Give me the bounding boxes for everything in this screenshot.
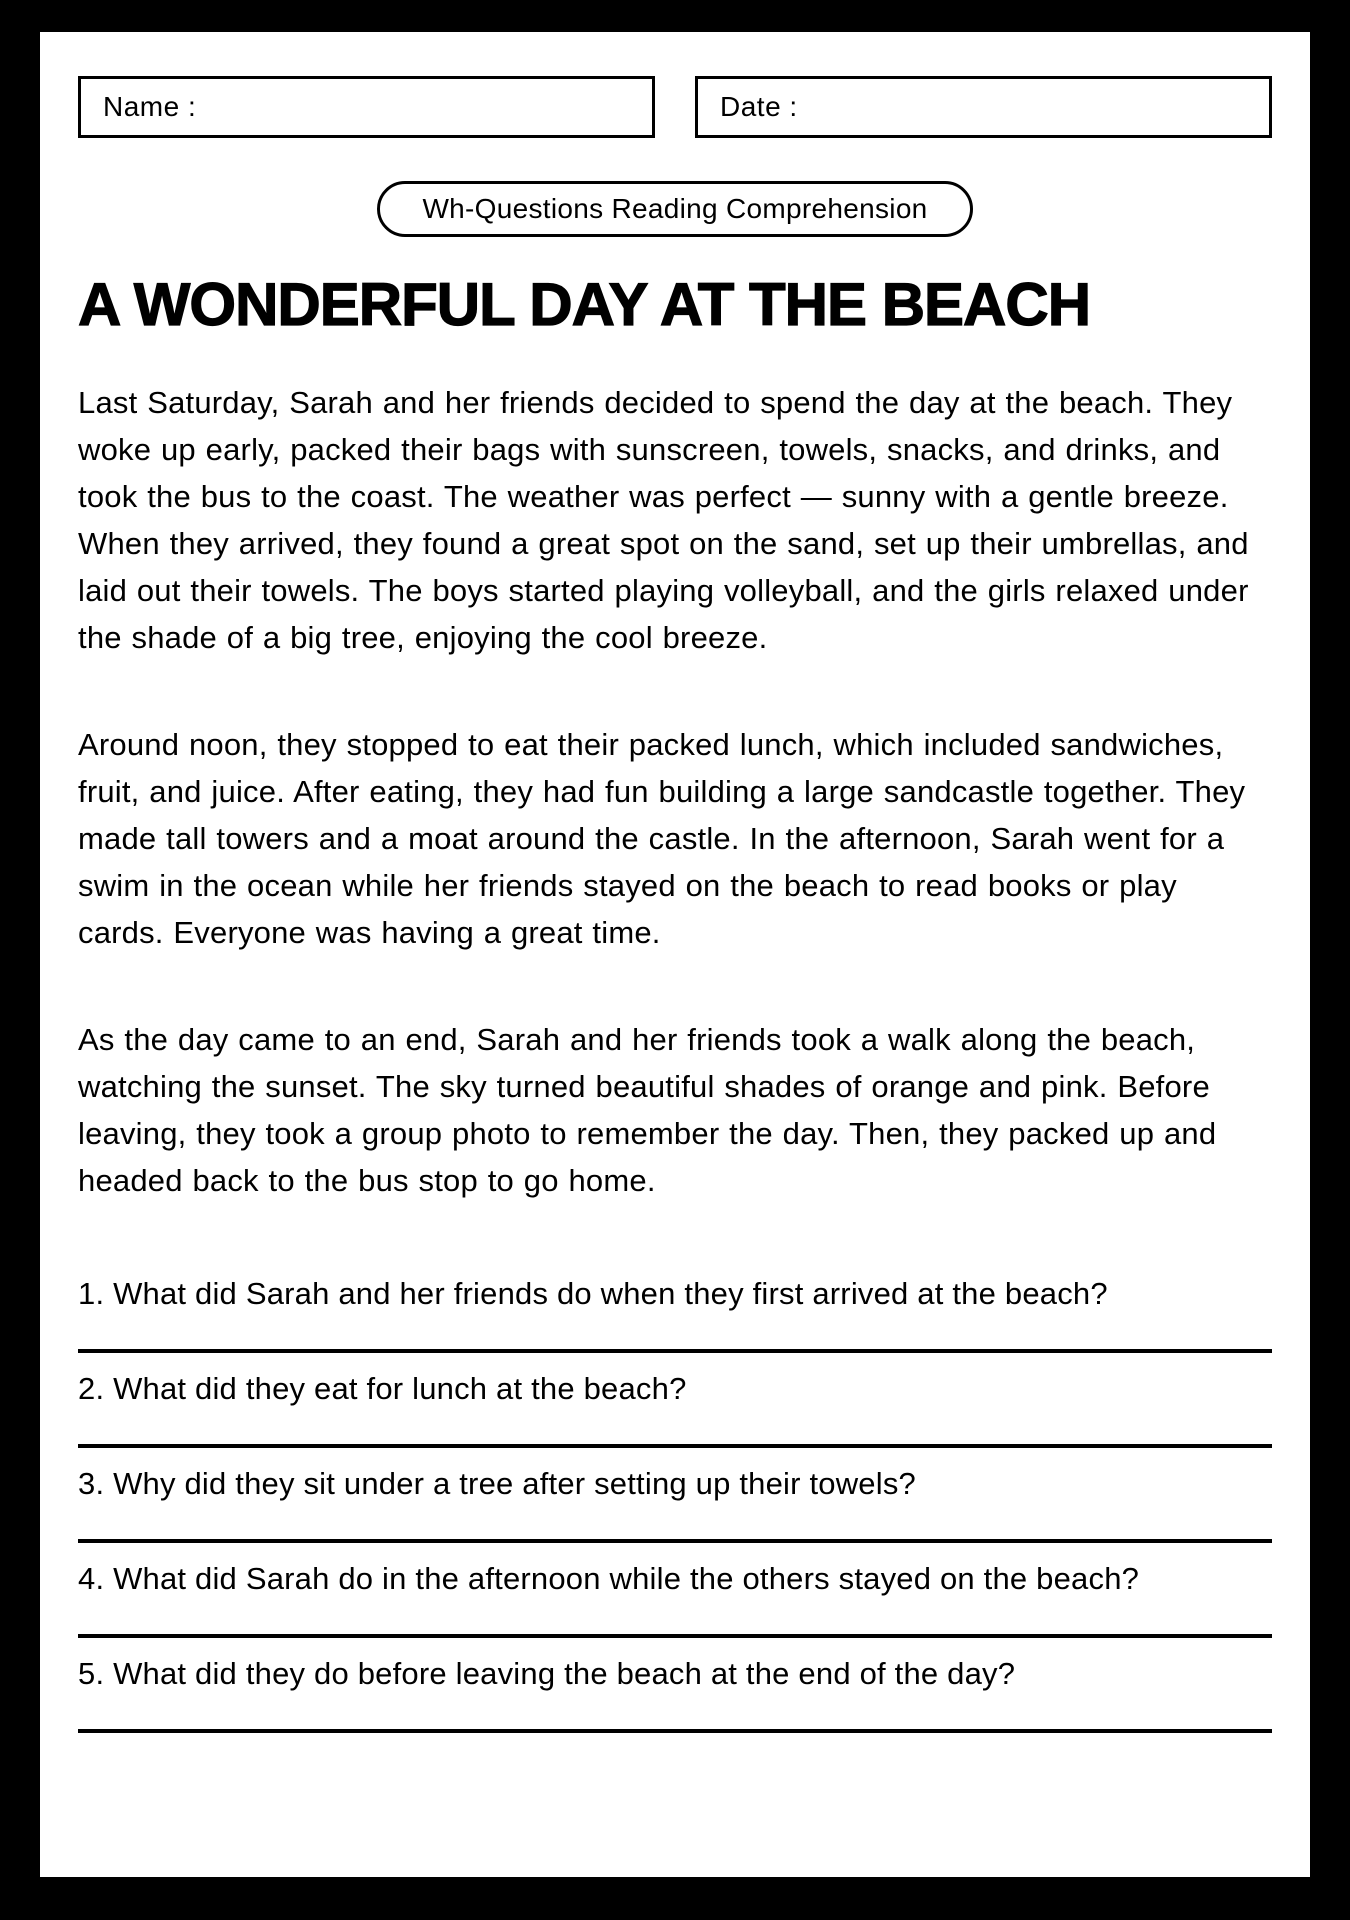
question-block-4 xyxy=(78,1557,1272,1638)
question-text-5: 5. What did they do before leaving the beach at the end of the day? xyxy=(78,1656,1016,1691)
story-paragraph-2: Around noon, they stopped to eat their packed lunch, which included sandwiches, fruit, and juice. After eating, they had fun building a large sandcastle together. They made tall towers and a moat around the castle. In the afternoon, Sarah went for a swim in the ocean while her friends stayed on the beach to read books or play cards. Everyone was having a great time. xyxy=(78,727,1246,950)
question-text-4: 4. What did Sarah do in the afternoon while the others stayed on the beach? xyxy=(78,1561,1140,1596)
answer-line-5[interactable] xyxy=(78,1729,1272,1733)
question-block-2 xyxy=(78,1367,1272,1448)
answer-line-3[interactable] xyxy=(78,1539,1272,1543)
badge-wrap xyxy=(78,181,1272,237)
question-block-5 xyxy=(78,1652,1272,1733)
story-paragraph-3: As the day came to an end, Sarah and her friends took a walk along the beach, watching the sunset. The sky turned beautiful shades of orange and pink. Before leaving, they took a group photo to remember the day. Then, they packed up and headed back to the bus stop to go home. xyxy=(78,1022,1217,1198)
answer-line-2[interactable] xyxy=(78,1444,1272,1448)
question-text-3: 3. Why did they sit under a tree after setting up their towels? xyxy=(78,1466,916,1501)
worksheet-title: A WONDERFUL DAY AT THE BEACH xyxy=(78,271,1091,338)
question-block-1 xyxy=(78,1272,1272,1353)
worksheet-page xyxy=(40,32,1310,1877)
question-text-1: 1. What did Sarah and her friends do when they first arrived at the beach? xyxy=(78,1276,1108,1311)
question-text-2: 2. What did they eat for lunch at the beach? xyxy=(78,1371,687,1406)
worksheet-type-badge: Wh-Questions Reading Comprehension xyxy=(377,181,972,237)
questions-section xyxy=(78,1272,1272,1733)
story-paragraph-1: Last Saturday, Sarah and her friends decided to spend the day at the beach. They woke up early, packed their bags with sunscreen, towels, snacks, and drinks, and took the bus to the coast. The weather was perfect — sunny with a gentle breeze. When they arrived, they found a great spot on the sand, set up their umbrellas, and laid out their towels. The boys started playing volleyball, and the girls relaxed under the shade of a big tree, enjoying the cool breeze. xyxy=(78,385,1249,655)
question-block-3 xyxy=(78,1462,1272,1543)
name-field[interactable] xyxy=(78,76,655,138)
date-field[interactable] xyxy=(695,76,1272,138)
date-label: Date : xyxy=(720,91,798,122)
story-section xyxy=(78,379,1272,1204)
header xyxy=(78,76,1272,138)
answer-line-4[interactable] xyxy=(78,1634,1272,1638)
name-label: Name : xyxy=(103,91,197,122)
answer-line-1[interactable] xyxy=(78,1349,1272,1353)
